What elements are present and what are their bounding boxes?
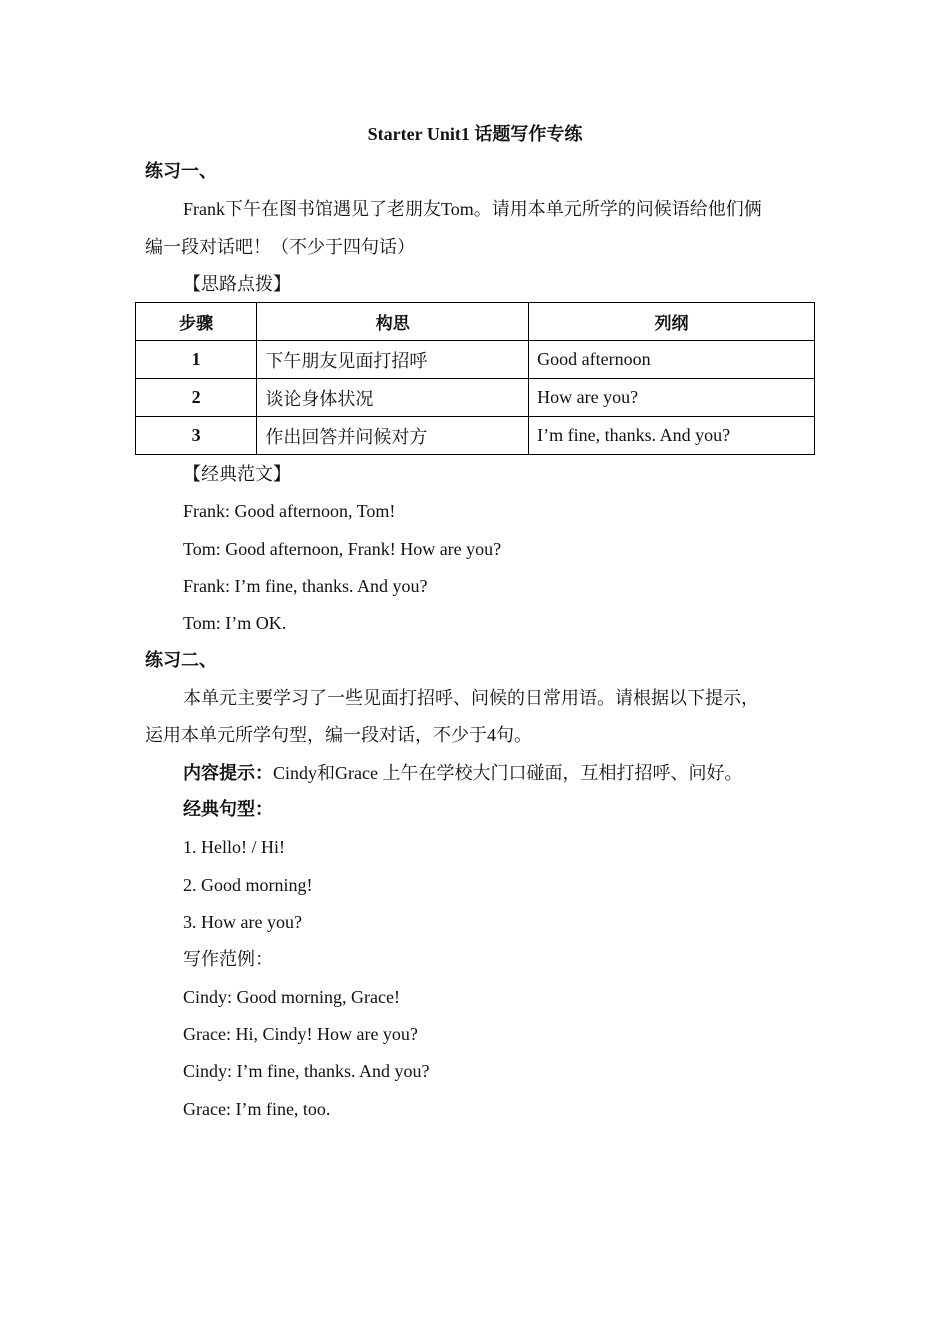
exercise-2-prompt-line-1: 本单元主要学习了一些见面打招呼、问候的日常用语。请根据以下提示， [183,688,759,708]
table-cell-step: 2 [136,379,257,417]
table-cell-idea: 作出回答并问候对方 [257,417,529,455]
content-hint [183,761,742,786]
patterns-heading: 经典句型： [183,799,273,820]
table-row [136,341,815,379]
sample-line: Frank: I’m fine, thanks. And you? [183,576,428,596]
example-line: Cindy: Good morning, Grace! [183,987,400,1007]
table-header-row [136,303,815,341]
content-hint-label: 内容提示： [183,763,273,784]
table-header-step: 步骤 [136,303,257,341]
table-cell-idea: 下午朋友见面打招呼 [257,341,529,379]
exercise-2-prompt-line-2: 运用本单元所学句型，编一段对话，不少于4句。 [145,725,532,745]
table-cell-idea: 谈论身体状况 [257,379,529,417]
table-cell-outline: How are you? [529,379,815,417]
sample-line: Tom: Good afternoon, Frank! How are you? [183,539,502,559]
exercise-2-heading: 练习二、 [145,650,217,671]
table-row [136,379,815,417]
table-cell-step: 3 [136,417,257,455]
example-heading: 写作范例： [183,949,273,969]
pattern-item: 3. How are you? [183,912,302,932]
sample-heading: 【经典范文】 [183,464,291,484]
sample-line: Frank: Good afternoon, Tom! [183,501,396,521]
writing-plan-table [135,302,815,455]
exercise-1-prompt-line-2: 编一段对话吧！（不少于四句话） [145,237,415,257]
table-cell-step: 1 [136,341,257,379]
example-line: Grace: Hi, Cindy! How are you? [183,1024,418,1044]
table-cell-outline: I’m fine, thanks. And you? [529,417,815,455]
example-line: Grace: I’m fine, too. [183,1099,331,1119]
page-title: Starter Unit1 话题写作专练 [367,124,583,144]
table-header-outline: 列纲 [529,303,815,341]
content-hint-text: Cindy和Grace 上午在学校大门口碰面，互相打招呼、问好。 [273,763,743,783]
exercise-1-heading: 练习一、 [145,161,217,182]
table-cell-outline: Good afternoon [529,341,815,379]
table-row [136,417,815,455]
pattern-item: 2. Good morning! [183,875,313,895]
tips-heading: 【思路点拨】 [183,274,291,294]
table-header-idea: 构思 [257,303,529,341]
pattern-item: 1. Hello! / Hi! [183,837,285,857]
exercise-1-prompt-line-1: Frank下午在图书馆遇见了老朋友Tom。请用本单元所学的问候语给他们俩 [183,199,762,219]
example-line: Cindy: I’m fine, thanks. And you? [183,1061,430,1081]
sample-line: Tom: I’m OK. [183,613,287,633]
